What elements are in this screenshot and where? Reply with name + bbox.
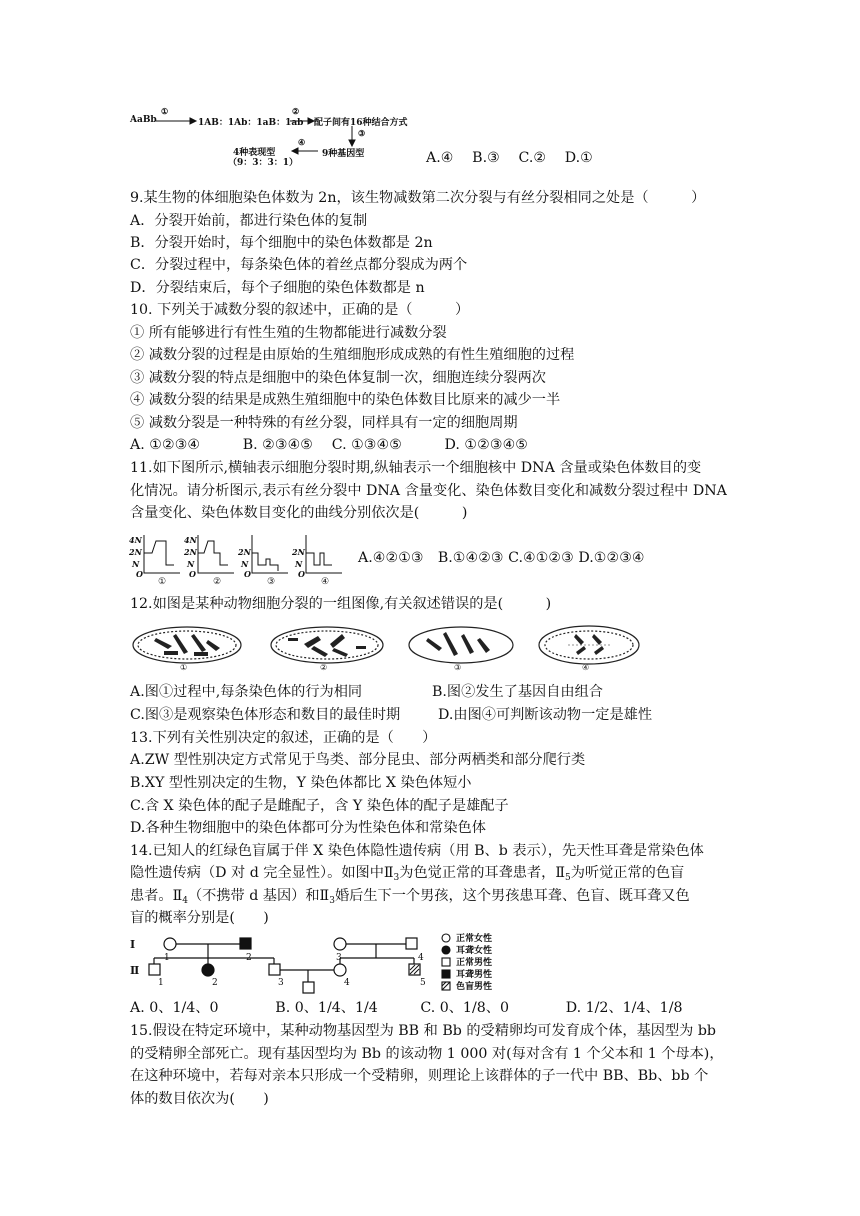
- II-1-number: 1: [158, 978, 164, 988]
- q11-options: A.④②①③ B.①④②③ C.④①②③ D.①②③④: [358, 550, 645, 566]
- q14-line-2-sub2: 5: [564, 873, 571, 883]
- q11-g2-n: N: [187, 559, 195, 569]
- II-4-number: 4: [344, 978, 350, 988]
- I-4-number: 4: [418, 953, 424, 963]
- II-5-number: 5: [420, 978, 426, 988]
- q11-graphs-svg: [128, 533, 356, 585]
- II-2-number: 2: [212, 978, 218, 988]
- diagram-phenotypes: 4种表现型: [233, 148, 276, 158]
- q11-g2-o: O: [189, 569, 196, 579]
- q14-line-2-b: 为色觉正常的耳聋患者，Ⅱ: [399, 865, 565, 881]
- q10-statement-2: ② 减数分裂的过程是由原始的生殖细胞形成成熟的有性生殖细胞的过程: [130, 347, 575, 363]
- q14-line-4: 盲的概率分别是( ): [130, 910, 269, 926]
- q12-option-c: C.图③是观察染色体形态和数目的最佳时期: [130, 707, 401, 723]
- q11-g4-n: N: [295, 559, 303, 569]
- q10-statement-3: ③ 减数分裂的特点是细胞中的染色体复制一次，细胞连续分裂两次: [130, 370, 546, 386]
- q11-y-2n-label: 2N: [129, 547, 142, 557]
- diagram-step3: ③: [358, 128, 366, 138]
- legend-normal-female: 正常女性: [456, 934, 493, 944]
- q14-line-3-c: 婚后生下一个男孩，这个男孩患耳聋、色盲、既耳聋又色: [334, 888, 690, 904]
- q9-option-b: B．分裂开始时，每个细胞中的染色体数都是 2n: [130, 235, 433, 251]
- I-3-number: 3: [336, 953, 342, 963]
- II-3-number: 3: [278, 978, 284, 988]
- q11-line-1: 11.如下图所示,横轴表示细胞分裂时期,纵轴表示一个细胞核中 DNA 含量或染色体数目的变: [130, 460, 702, 476]
- diagram-step2: ②: [292, 106, 300, 116]
- pedigree-svg: [128, 930, 568, 996]
- q11-g2-2n: 2N: [184, 547, 197, 557]
- diagram-step4: ④: [298, 137, 306, 147]
- q13-option-d: D.各种生物细胞中的染色体都可分为性染色体和常染色体: [130, 820, 486, 836]
- legend-colorblind-male: 色盲男性: [456, 982, 493, 992]
- q10-statement-4: ④ 减数分裂的结果是成熟生殖细胞中的染色体数目比原来的减少一半: [130, 392, 561, 408]
- q11-g3-n: N: [241, 559, 249, 569]
- q11-origin-label: O: [136, 569, 143, 579]
- diagram-start: AaBb: [130, 115, 157, 125]
- q11-g2-4n: 4N: [184, 535, 197, 545]
- q14-line-2-a: 隐性遗传病（D 对 d 完全显性）。如图中Ⅱ: [130, 865, 394, 881]
- q15-line-3: 在这种环境中，若每对亲本只形成一个受精卵，则理论上该群体的子一代中 BB、Bb、bb 个: [130, 1068, 709, 1084]
- q9-stem: 9.某生物的体细胞染色体数为 2n，该生物减数第二次分裂与有丝分裂相同之处是（ ）: [130, 190, 706, 206]
- q11-line-3: 含量变化、染色体数目变化的曲线分别依次是( ): [130, 505, 468, 521]
- q15-line-1: 15.假设在特定环境中，某种动物基因型为 BB 和 Bb 的受精卵均可发育成个体，基因型为 bb: [130, 1023, 717, 1039]
- q11-g3-o: O: [244, 569, 251, 579]
- diagram-ratio: 1AB：1Ab：1aB：1ab: [198, 118, 304, 128]
- q11-graph-1-label: ①: [158, 577, 167, 585]
- q12-cells-svg: [128, 624, 658, 672]
- q12-stem: 12.如图是某种动物细胞分裂的一组图像,有关叙述错误的是( ): [130, 596, 552, 612]
- I-2-number: 2: [246, 953, 252, 963]
- q14-line-3-b: （不携带 d 基因）和Ⅱ: [187, 888, 330, 904]
- q13-stem: 13.下列有关性别决定的叙述，正确的是（ ）: [130, 730, 437, 746]
- q10-statement-1: ① 所有能够进行有性生殖的生物都能进行减数分裂: [130, 325, 447, 341]
- q14-line-2-sub: 3: [393, 873, 400, 883]
- I-1-number: 1: [164, 953, 170, 963]
- q11-g4-o: O: [298, 569, 305, 579]
- q9-option-a: A．分裂开始前，都进行染色体的复制: [130, 213, 368, 229]
- q10-stem: 10. 下列关于减数分裂的叙述中，正确的是（ ）: [130, 302, 470, 318]
- q11-g4-2n: 2N: [292, 547, 305, 557]
- q12-cell-4-label: ④: [582, 663, 590, 672]
- q13-option-b: B.XY 型性别决定的生物，Y 染色体都比 X 染色体短小: [130, 775, 472, 791]
- q12-option-b: B.图②发生了基因自由组合: [432, 684, 603, 700]
- q12-cell-3-label: ③: [454, 663, 462, 672]
- q12-option-d: D.由图④可判断该动物一定是雄性: [438, 707, 653, 723]
- q12-cell-1-label: ①: [180, 663, 188, 672]
- q14-line-3-a: 患者。Ⅱ: [130, 888, 183, 904]
- q11-graph-3-label: ③: [267, 577, 276, 585]
- q9-option-c: C．分裂过程中，每条染色体的着丝点都分裂成为两个: [130, 257, 468, 273]
- q14-line-2-c: 为听觉正常的色盲: [570, 865, 685, 881]
- legend-deaf-male: 耳聋男性: [456, 970, 493, 980]
- diagram-step1: ①: [161, 106, 169, 116]
- q12-option-a: A.图①过程中,每条染色体的行为相同: [130, 684, 363, 700]
- q14-line-3-sub2: 3: [329, 896, 335, 906]
- legend-deaf-female: 耳聋女性: [456, 946, 493, 956]
- q10-statement-5: ⑤ 减数分裂是一种特殊的有丝分裂，同样具有一定的细胞周期: [130, 415, 518, 431]
- diagram-arrows: [0, 0, 860, 170]
- q11-y-4n-label: 4N: [129, 535, 142, 545]
- q11-g3-2n: 2N: [238, 547, 251, 557]
- q10-options: A. ①②③④ B. ②③④⑤ C. ①③④⑤ D. ①②③④⑤: [130, 437, 529, 453]
- q14-line-3-sub: 4: [182, 896, 188, 906]
- diagram-genotypes: 9种基因型: [322, 149, 365, 159]
- q8-options: A.④ B.③ C.② D.①: [426, 150, 593, 166]
- q15-line-2: 的受精卵全部死亡。现有基因型均为 Bb 的该动物 1 000 对(每对含有 1 个父本和 1 个母本)，: [130, 1046, 724, 1062]
- q13-option-c: C.含 X 染色体的配子是雌配子，含 Y 染色体的配子是雄配子: [130, 798, 509, 814]
- diagram-combo: 配子间有16种结合方式: [314, 118, 408, 128]
- q14-options: A. 0、1/4、0 B. 0、1/4、1/4 C. 0、1/8、0 D. 1/2、1/4、1/8: [130, 1000, 683, 1016]
- q13-option-a: A.ZW 型性别决定方式常见于鸟类、部分昆虫、部分两栖类和部分爬行类: [130, 752, 586, 768]
- generation-1-label: Ⅰ: [130, 938, 136, 951]
- q11-graph-4-label: ④: [321, 577, 330, 585]
- q11-line-2: 化情况。请分析图示,表示有丝分裂中 DNA 含量变化、染色体数目变化和减数分裂过程中 DNA: [130, 483, 727, 499]
- q14-line-1: 14.已知人的红绿色盲属于伴 X 染色体隐性遗传病（用 B、b 表示），先天性耳聋是常染色体: [130, 843, 704, 859]
- legend-normal-male: 正常男性: [456, 958, 493, 968]
- q11-graph-2-label: ②: [213, 577, 222, 585]
- generation-2-label: Ⅱ: [130, 964, 140, 977]
- q15-line-4: 体的数目依次为( ): [130, 1091, 269, 1107]
- q12-cell-2-label: ②: [320, 663, 328, 672]
- q11-y-n-label: N: [132, 559, 140, 569]
- diagram-phen-ratio: （9：3：3：1）: [228, 158, 299, 168]
- q9-option-d: D．分裂结束后，每个子细胞的染色体数都是 n: [130, 280, 425, 296]
